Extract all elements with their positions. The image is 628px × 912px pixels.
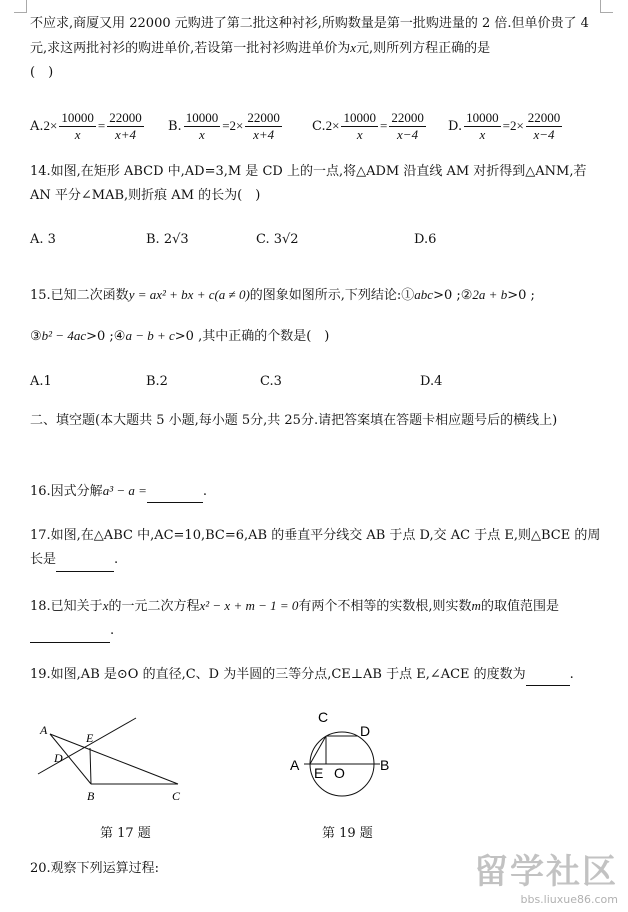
section2-heading: 二、填空题(本大题共 5 小题,每小题 5分,共 25分.请把答案填在答题卡相应题号后的横线上) [30,413,558,428]
q15-line2: ③b² − 4ac>0 ;④a − b + c>0 ,其中正确的个数是( ) [30,328,330,344]
q19-answer-blank[interactable] [526,671,570,686]
figure-17-caption: 第 17 题 [100,826,151,841]
site-watermark [474,844,618,906]
q14-option-a[interactable]: A. 3 [30,232,56,247]
q14-option-d[interactable]: D.6 [414,232,437,247]
fig17-perp-bisector [38,718,136,774]
fig17-label-c: C [172,789,181,803]
q14-text: 14.如图,在矩形 ABCD 中,AD=3,M 是 CD 上的一点,将△ADM 沿直线 AM 对折得到△ANM,若 AN 平分∠MAB,则折痕 AM 的长为( ) [30,164,587,203]
fig19-chord-ac [310,736,326,764]
q13-option-d[interactable]: D. $\frac{10000}{x}$ = 2× $\frac{22000}{x-4}$ [448,109,561,142]
q15-option-a[interactable]: A.1 [30,374,52,389]
q14-option-b[interactable]: B. 2√3 [146,232,189,247]
fig19-label-o: O [334,765,345,781]
watermark-url: bbs.liuxue86.com [520,893,618,906]
q14-option-c[interactable]: C. 3√2 [256,232,299,247]
q17-text: 17.如图,在△ABC 中,AC=10,BC=6,AB 的垂直平分线交 AB 于点 D,交 AC 于点 E,则△BCE 的周长是 . [30,524,602,572]
figure-19-caption: 第 19 题 [322,826,373,841]
figure-19-diagram [282,704,402,824]
fig17-label-a: A [40,723,48,737]
fig17-label-d: D [54,751,63,765]
fig19-label-b: B [380,757,390,773]
fig17-line-eb [90,748,91,784]
fig19-label-e: E [314,765,324,781]
fig17-label-e: E [86,731,94,745]
q13-option-a[interactable]: A. 2× $\frac{10000}{x}$ = $\frac{22000}{x+4}$ [30,109,142,142]
page-corner-mark-left [14,0,27,13]
fig19-label-d: D [360,723,371,739]
q19-text: 19.如图,AB 是⊙O 的直径,C、D 为半圆的三等分点,CE⊥AB 于点 E,∠ACE 的度数为 . [30,664,602,686]
q13-text: 不应求,商厦又用 22000 元购进了第二批这种衬衫,所购数量是第一批购进量的 2 倍.但单价贵了 4 元,求这两批衬衫的购进单价,若设第一批衬衫购进单价为x元,则所列方程正确的是 ( ) [30,16,589,80]
q15-line1: 15.已知二次函数y = ax² + bx + c(a ≠ 0)的图象如图所示,下列结论:①abc>0 ;②2a + b>0 ; [30,287,535,303]
fig19-label-c: C [318,709,329,725]
q13-option-b[interactable]: B. $\frac{10000}{x}$ = 2× $\frac{22000}{x+4}$ [168,109,280,142]
figure-17-diagram [28,706,228,806]
watermark-title: 留学社区 [474,852,618,892]
q18-answer-blank[interactable] [30,628,110,643]
q13-option-c[interactable]: C. 2× $\frac{10000}{x}$ = $\frac{22000}{x-4}$ [312,109,424,142]
q13-options [30,106,610,146]
fig17-line-ac [50,734,178,784]
fig17-label-b: B [87,789,95,803]
q18-text: 18.已知关于x的一元二次方程x² − x + m − 1 = 0有两个不相等的实数根,则实数m的取值范围是. [30,594,602,643]
fig19-label-a: A [290,757,300,773]
q15-option-d[interactable]: D.4 [420,374,443,389]
q15-option-b[interactable]: B.2 [146,374,168,389]
q20-text: 20.观察下列运算过程: [30,861,160,876]
q16-text: 16.因式分解a³ − a = . [30,480,602,503]
q16-answer-blank[interactable] [147,488,203,503]
q17-answer-blank[interactable] [56,557,114,572]
q15-option-c[interactable]: C.3 [260,374,282,389]
